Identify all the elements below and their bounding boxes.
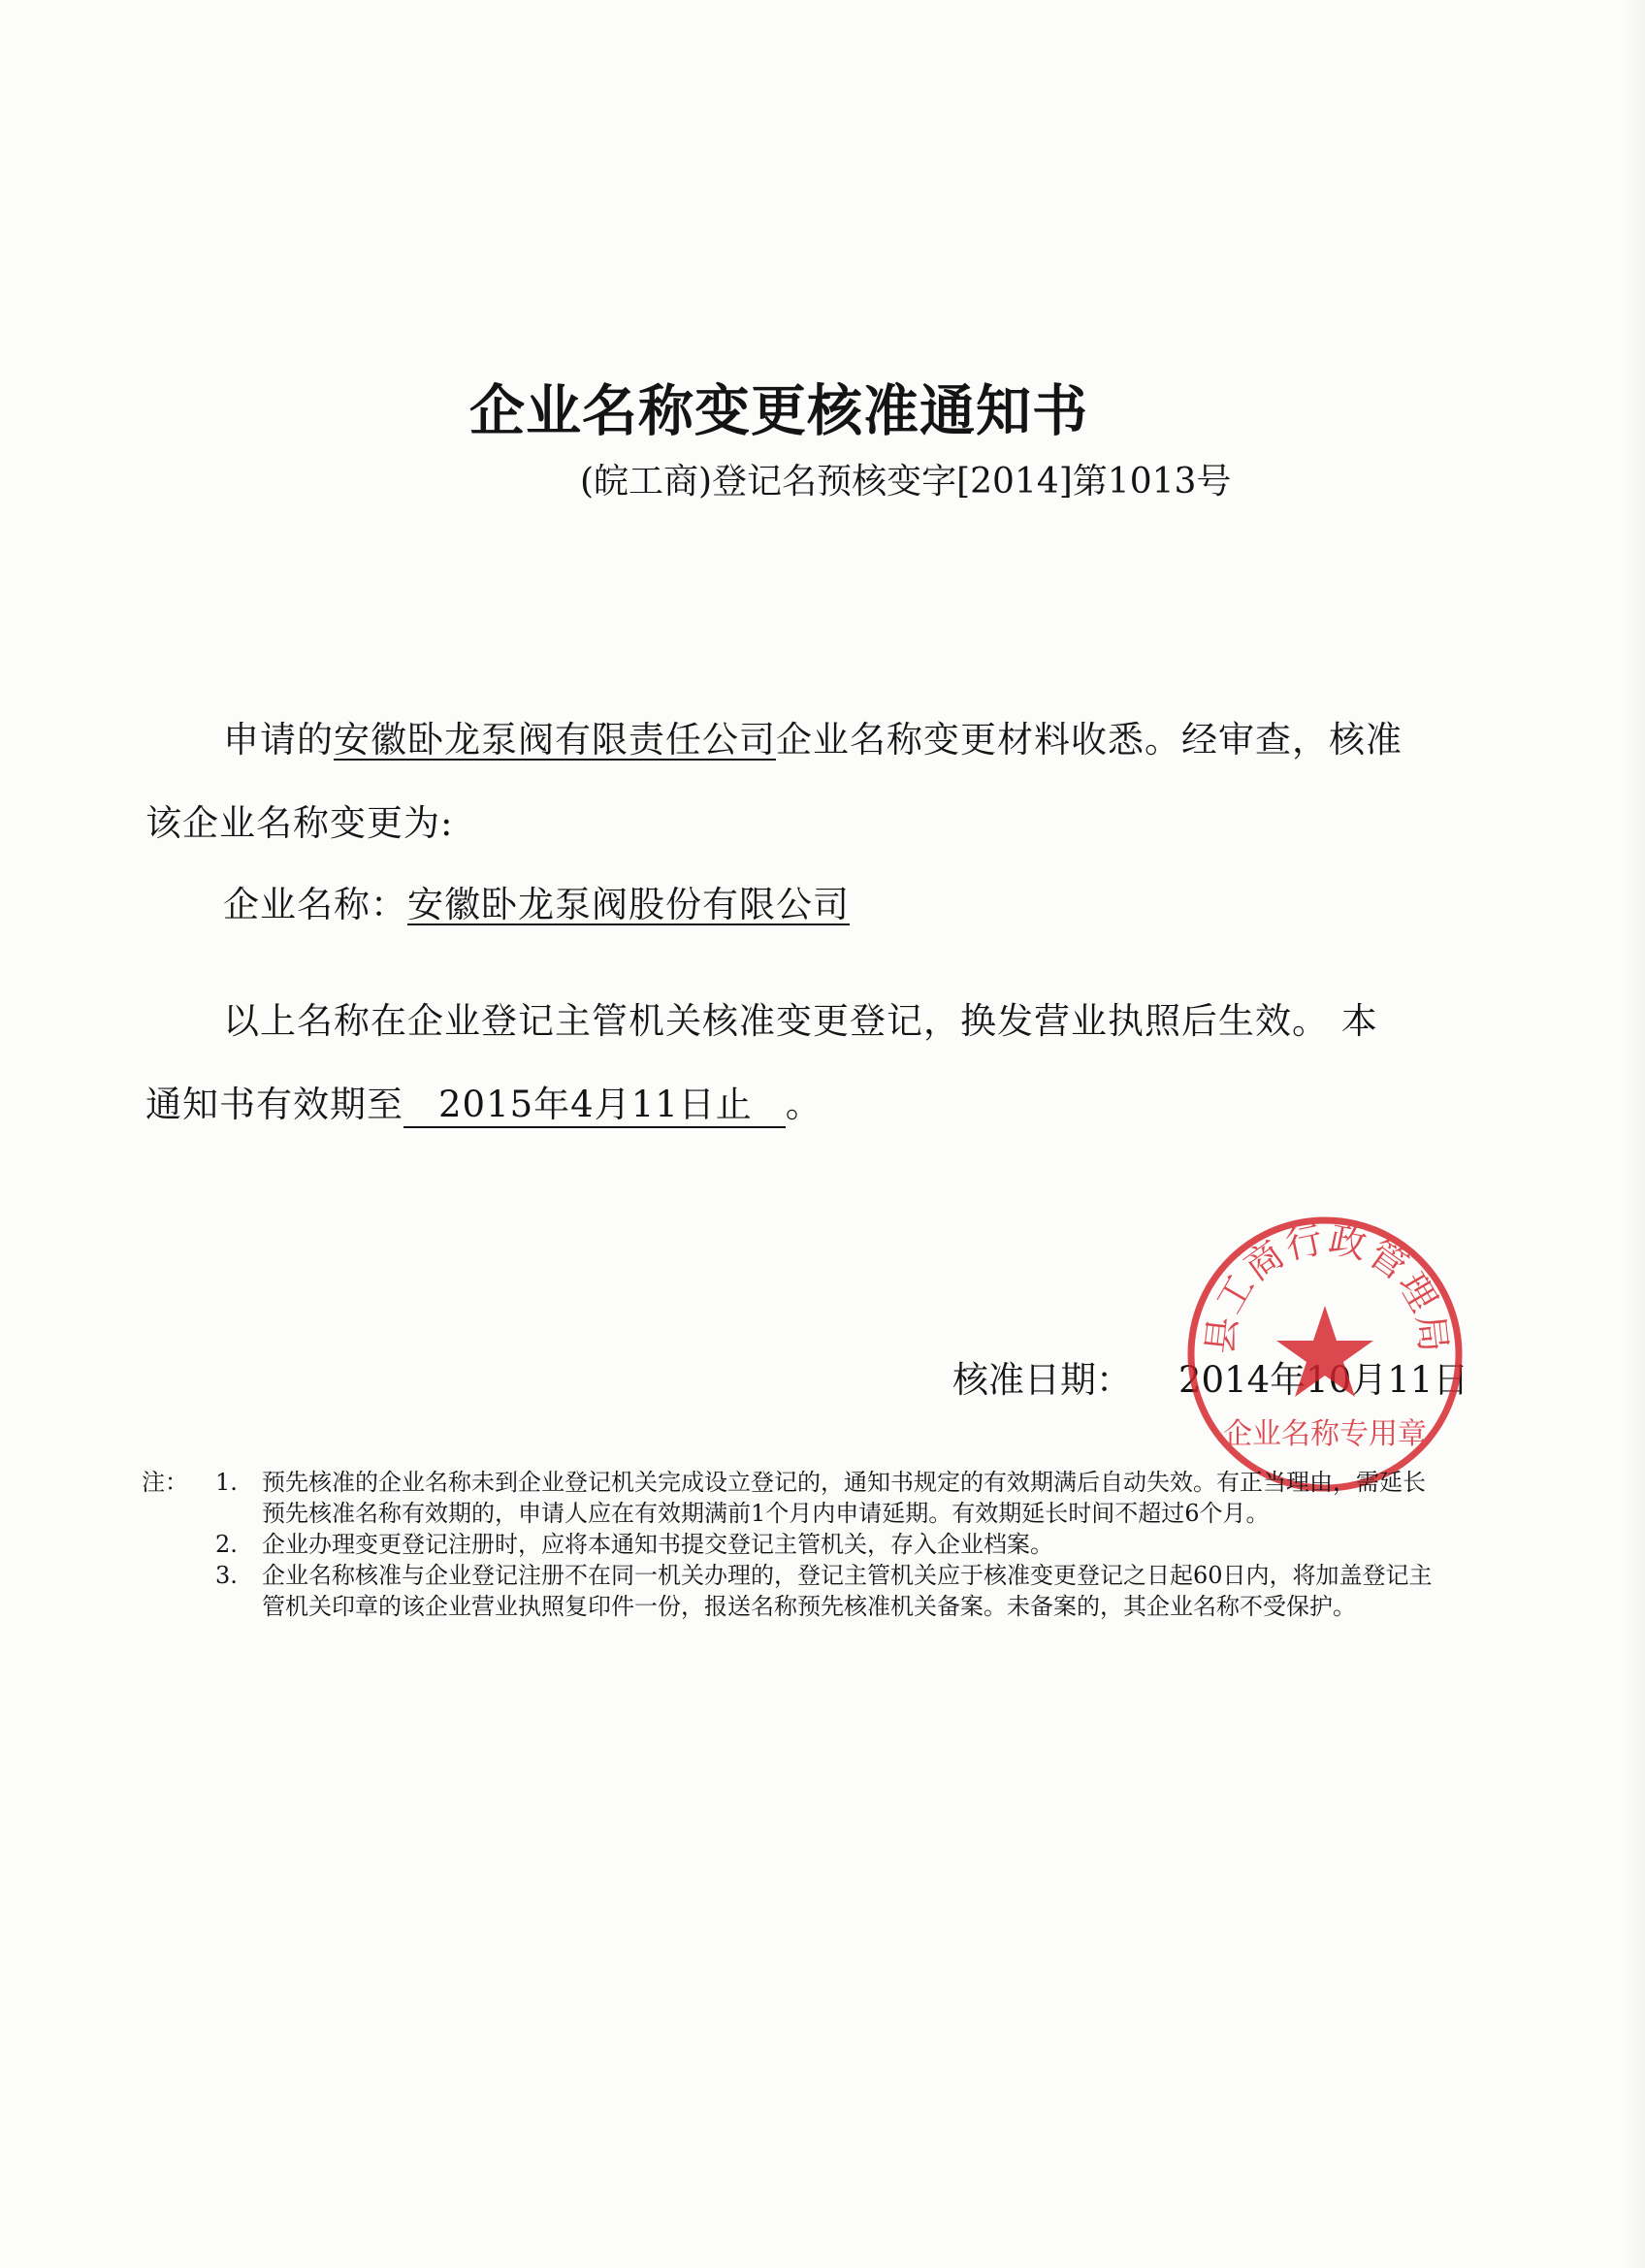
body-paragraph-line-2: 该企业名称变更为: bbox=[145, 802, 454, 844]
body-paragraph-line-5 bbox=[145, 1075, 822, 1128]
line1-suffix: 企业名称变更材料收悉。经审查，核准 bbox=[776, 719, 1403, 761]
document-title: 企业名称变更核准通知书 bbox=[469, 379, 1088, 443]
new-company-name-line bbox=[223, 875, 869, 927]
new-company-name: 安徽卧龙泵阀股份有限公司 bbox=[407, 884, 850, 925]
reference-number: (皖工商)登记名预核变字[2014]第1013号 bbox=[580, 462, 1232, 502]
valid-until-date: 2015年4月11日止 bbox=[403, 1085, 786, 1128]
original-company-name: 安徽卧龙泵阀有限责任公司 bbox=[334, 719, 776, 761]
approval-date-label: 核准日期： bbox=[952, 1359, 1132, 1401]
note-number: 2. bbox=[215, 1531, 238, 1558]
note-number: 3. bbox=[215, 1562, 238, 1589]
note-item bbox=[142, 1529, 1441, 1560]
notes-label: 注： bbox=[142, 1469, 188, 1496]
body-paragraph-line-4: 以上名称在企业登记主管机关核准变更登记，换发营业执照后生效。 本 bbox=[223, 1000, 1378, 1042]
line5-prefix: 通知书有效期至 bbox=[145, 1084, 403, 1125]
note-text: 预先核准的企业名称未到企业登记机关完成设立登记的，通知书规定的有效期满后自动失效。有正当理由，需延长预先核准名称有效期的，申请人应在有效期满前1个月内申请延期。有效期延长时间不超过6个月。 bbox=[262, 1469, 1426, 1527]
official-seal bbox=[1181, 1211, 1468, 1498]
note-item bbox=[142, 1467, 1441, 1529]
notes-section bbox=[142, 1467, 1441, 1622]
note-text: 企业办理变更登记注册时，应将本通知书提交登记主管机关，存入企业档案。 bbox=[262, 1531, 1053, 1558]
body-paragraph-line-1 bbox=[223, 710, 1403, 762]
seal-inner-text: 企业名称专用章 bbox=[1223, 1417, 1427, 1451]
line1-prefix: 申请的 bbox=[223, 719, 334, 761]
seal-star-icon bbox=[1276, 1306, 1373, 1397]
seal-outer-text: 县工商行政管理局 bbox=[1198, 1217, 1456, 1356]
note-item bbox=[142, 1560, 1441, 1622]
approval-date-value: 2014年10月11日 bbox=[1178, 1359, 1469, 1401]
scan-edge-shadow bbox=[1622, 0, 1645, 2268]
note-number: 1. bbox=[215, 1469, 238, 1496]
new-name-label: 企业名称： bbox=[223, 884, 407, 925]
line5-suffix: 。 bbox=[785, 1084, 822, 1125]
note-text: 企业名称核准与企业登记注册不在同一机关办理的，登记主管机关应于核准变更登记之日起60日内，将加盖登记主管机关印章的该企业营业执照复印件一份，报送名称预先核准机关备案。未备案的，其企业名称不受保护。 bbox=[262, 1562, 1433, 1620]
